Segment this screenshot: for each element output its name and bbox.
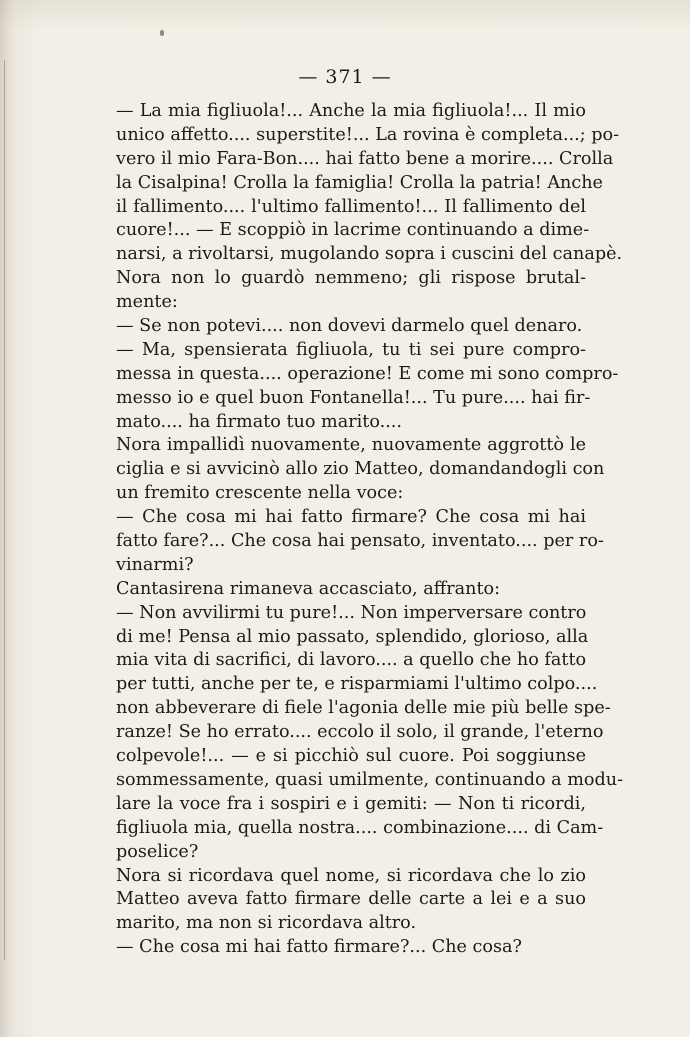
text-line: vinarmi? — [116, 554, 194, 575]
text-line: — Che cosa mi hai fatto firmare?... Che cosa? — [116, 937, 522, 958]
text-line: marito, ma non si ricordava altro. — [116, 913, 417, 934]
text-line: — Che cosa mi hai fatto firmare? Che cosa mi hai — [116, 507, 586, 528]
text-line: per tutti, anche per te, e risparmiami l'ultimo colpo.... — [116, 674, 598, 695]
text-line: unico affetto.... superstite!... La rovina è completa...; po- — [116, 124, 620, 145]
text-line: il fallimento.... l'ultimo fallimento!... Il fallimento del — [116, 196, 586, 217]
text-line: la Cisalpina! Crolla la famiglia! Crolla la patria! Anche — [116, 172, 603, 193]
text-line: — Se non potevi.... non dovevi darmelo quel denaro. — [116, 316, 583, 337]
text-line: mia vita di sacrifici, di lavoro.... a quello che ho fatto — [116, 650, 587, 671]
text-line: — Ma, spensierata figliuola, tu ti sei pure compro- — [116, 339, 586, 360]
text-line: messo io e quel buon Fontanella!... Tu pure.... hai fir- — [116, 387, 591, 408]
text-line: vero il mio Fara-Bon.... hai fatto bene a morire.... Crolla — [116, 148, 614, 169]
page-edge-rule — [4, 60, 5, 960]
text-line: lare la voce fra i sospiri e i gemiti: — Non ti ricordi, — [116, 793, 586, 814]
text-line: messa in questa.... operazione! E come mi sono compro- — [116, 363, 619, 384]
ink-speck — [160, 30, 164, 36]
text-line: ranze! Se ho errato.... eccolo il solo, il grande, l'eterno — [116, 722, 604, 743]
page-number: — 371 — — [298, 66, 392, 88]
text-line: un fremito crescente nella voce: — [116, 483, 404, 504]
text-line: — La mia figliuola!... Anche la mia figliuola!... Il mio — [116, 101, 586, 121]
text-line: sommessamente, quasi umilmente, continuando a modu- — [116, 769, 624, 790]
text-line: narsi, a rivoltarsi, mugolando sopra i cuscini del canapè. — [116, 244, 623, 265]
text-line: — Non avvilirmi tu pure!... Non imperversare contro — [116, 602, 587, 623]
text-line: ciglia e si avvicinò allo zio Matteo, domandandogli con — [116, 459, 605, 480]
text-line: Nora impallidì nuovamente, nuovamente aggrottò le — [116, 435, 586, 456]
text-line: Nora si ricordava quel nome, si ricordava che lo zio — [116, 865, 586, 886]
text-line: Cantasirena rimaneva accasciato, affranto: — [116, 578, 501, 599]
text-line: mente: — [116, 292, 178, 313]
text-line: figliuola mia, quella nostra.... combinazione.... di Cam- — [116, 817, 604, 838]
text-line: mato.... ha firmato tuo marito.... — [116, 411, 402, 432]
text-line: fatto fare?... Che cosa hai pensato, inventato.... per ro- — [116, 531, 604, 552]
text-line: poselice? — [116, 841, 199, 862]
text-line: cuore!... — E scoppiò in lacrime continuando a dime- — [116, 220, 590, 241]
text-line: Nora non lo guardò nemmeno; gli rispose brutal- — [116, 268, 586, 289]
text-line: colpevole!... — e si picchiò sul cuore. Poi soggiunse — [116, 746, 586, 767]
body-text — [116, 100, 624, 960]
text-line: Matteo aveva fatto firmare delle carte a lei e a suo — [116, 889, 586, 910]
text-line: non abbeverare di fiele l'agonia delle mie più belle spe- — [116, 698, 611, 719]
text-line: di me! Pensa al mio passato, splendido, glorioso, alla — [116, 626, 589, 647]
